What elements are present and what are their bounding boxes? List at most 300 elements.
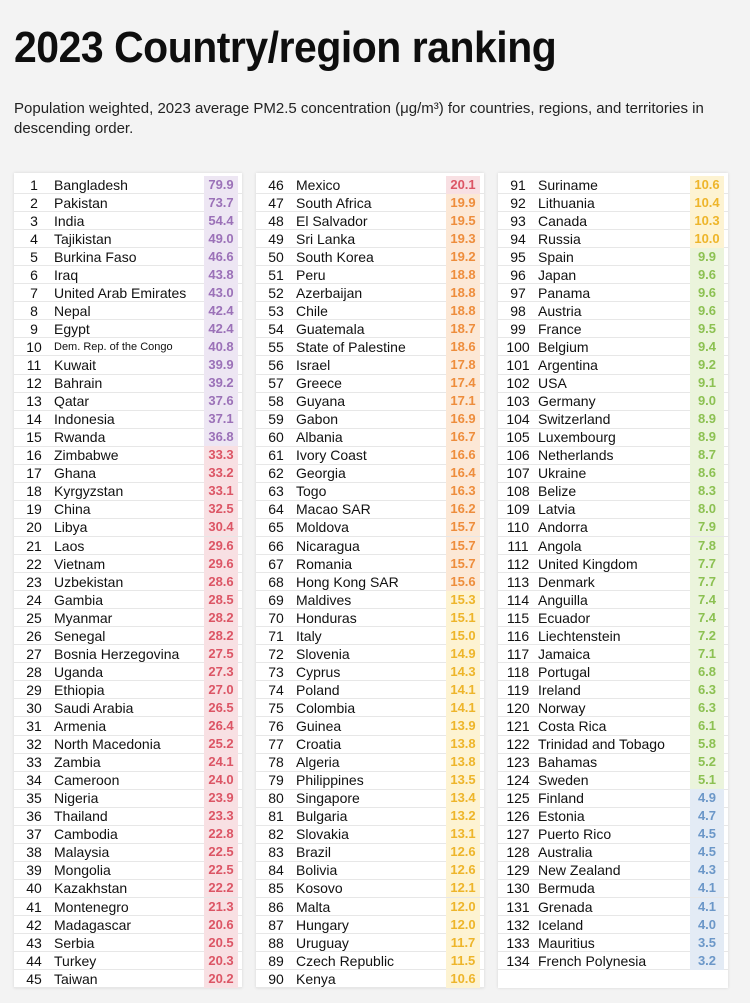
ranking-row	[14, 357, 242, 375]
country-name: Kosovo	[296, 880, 343, 897]
ranking-row	[14, 790, 242, 808]
ranking-row	[14, 248, 242, 266]
rank-number: 91	[510, 176, 526, 193]
country-name: Algeria	[296, 754, 340, 771]
pm25-value: 16.2	[446, 500, 480, 518]
ranking-row	[14, 808, 242, 826]
ranking-row	[498, 609, 728, 627]
country-name: USA	[538, 375, 567, 392]
pm25-value: 6.1	[690, 717, 724, 735]
country-name: Dem. Rep. of the Congo	[54, 340, 173, 353]
rank-number: 19	[26, 501, 42, 518]
ranking-row	[498, 537, 728, 555]
rank-number: 17	[26, 465, 42, 482]
pm25-value: 7.7	[690, 555, 724, 573]
country-name: Zimbabwe	[54, 447, 119, 464]
pm25-value: 9.6	[690, 266, 724, 284]
ranking-row	[14, 447, 242, 465]
pm25-value: 10.6	[446, 970, 480, 988]
rank-number: 97	[510, 284, 526, 301]
country-name: Mauritius	[538, 934, 595, 951]
pm25-value: 24.0	[204, 771, 238, 789]
ranking-row	[256, 826, 484, 844]
country-name: Bolivia	[296, 862, 338, 879]
country-name: Canada	[538, 212, 588, 229]
country-name: Myanmar	[54, 609, 113, 626]
ranking-row	[256, 754, 484, 772]
country-name: Maldives	[296, 591, 352, 608]
ranking-row	[498, 627, 728, 645]
pm25-value: 15.6	[446, 573, 480, 591]
country-name: Hungary	[296, 916, 349, 933]
pm25-value: 73.7	[204, 194, 238, 212]
ranking-row	[14, 284, 242, 302]
country-name: Mongolia	[54, 862, 111, 879]
rank-number: 130	[506, 880, 530, 897]
country-name: Costa Rica	[538, 718, 607, 734]
pm25-value: 13.8	[446, 735, 480, 753]
pm25-value: 23.3	[204, 807, 238, 825]
rank-number: 127	[506, 826, 530, 843]
ranking-row	[498, 844, 728, 862]
pm25-value: 20.2	[204, 970, 238, 988]
country-name: Macao SAR	[296, 501, 371, 518]
ranking-row	[256, 393, 484, 411]
ranking-row	[256, 519, 484, 537]
rank-number: 103	[506, 393, 530, 410]
ranking-row	[498, 645, 728, 663]
rank-number: 2	[30, 194, 38, 211]
rank-number: 7	[30, 284, 38, 301]
pm25-value: 13.4	[446, 789, 480, 807]
rank-number: 98	[510, 302, 526, 319]
country-name: Argentina	[538, 357, 598, 373]
pm25-value: 8.3	[690, 482, 724, 500]
ranking-row	[498, 934, 728, 952]
rank-number: 88	[268, 934, 284, 951]
country-name: Guinea	[296, 718, 342, 734]
pm25-value: 11.5	[446, 952, 480, 970]
ranking-row	[256, 537, 484, 555]
ranking-row	[256, 916, 484, 934]
pm25-value: 15.7	[446, 555, 480, 573]
country-name: Uzbekistan	[54, 573, 124, 590]
ranking-row	[498, 248, 728, 266]
pm25-value: 8.7	[690, 446, 724, 464]
pm25-value: 20.3	[204, 952, 238, 970]
rank-number: 120	[506, 699, 530, 716]
ranking-row	[14, 429, 242, 447]
rank-number: 5	[30, 248, 38, 265]
pm25-value: 21.3	[204, 898, 238, 916]
country-name: Bahamas	[538, 754, 598, 771]
country-name: Slovenia	[296, 645, 350, 662]
rank-number: 36	[26, 808, 42, 825]
page-subtitle: Population weighted, 2023 average PM2.5 concentration (μg/m³) for countries, regions, and territories in descending order.	[14, 100, 704, 137]
pm25-value: 22.5	[204, 843, 238, 861]
country-name: Nicaragua	[296, 537, 360, 554]
country-name: France	[538, 320, 582, 337]
country-name: Czech Republic	[296, 952, 395, 969]
country-name: Colombia	[296, 699, 356, 716]
country-name: Togo	[296, 483, 327, 500]
country-name: Turkey	[54, 952, 97, 969]
rank-number: 95	[510, 248, 526, 265]
pm25-value: 37.1	[204, 410, 238, 428]
rank-number: 28	[26, 663, 42, 680]
rank-number: 86	[268, 898, 284, 915]
ranking-row	[498, 302, 728, 320]
rank-number: 11	[26, 357, 42, 373]
ranking-row	[498, 483, 728, 501]
ranking-row	[14, 952, 242, 970]
ranking-row	[498, 573, 728, 591]
country-name: Cyprus	[296, 663, 341, 680]
rank-number: 99	[510, 320, 526, 337]
country-name: Russia	[538, 230, 581, 247]
pm25-value: 29.6	[204, 537, 238, 555]
rank-number: 16	[26, 447, 42, 464]
rank-number: 39	[26, 862, 42, 879]
pm25-value: 28.2	[204, 609, 238, 627]
pm25-value: 29.6	[204, 555, 238, 573]
ranking-column-3	[498, 173, 728, 988]
country-name: El Salvador	[296, 212, 368, 229]
ranking-row	[14, 591, 242, 609]
rank-number: 61	[268, 447, 284, 464]
pm25-value: 18.7	[446, 320, 480, 338]
rank-number: 1	[30, 176, 38, 193]
pm25-value: 12.0	[446, 916, 480, 934]
rank-number: 94	[510, 230, 526, 247]
ranking-row	[14, 302, 242, 320]
country-name: Andorra	[538, 519, 588, 536]
country-name: Chile	[296, 302, 328, 319]
pm25-value: 7.8	[690, 537, 724, 555]
pm25-value: 8.0	[690, 500, 724, 518]
country-name: Cambodia	[54, 826, 118, 843]
rank-number: 13	[26, 393, 42, 410]
country-name: Croatia	[296, 736, 342, 753]
ranking-row	[256, 808, 484, 826]
pm25-value: 28.2	[204, 627, 238, 645]
country-name: Greece	[296, 375, 342, 392]
ranking-row	[256, 357, 484, 375]
rank-number: 37	[26, 826, 42, 843]
pm25-value: 18.8	[446, 284, 480, 302]
ranking-column-1	[14, 173, 242, 988]
rank-number: 51	[268, 266, 284, 283]
ranking-row	[14, 465, 242, 483]
rank-number: 3	[30, 212, 38, 229]
pm25-value: 4.0	[690, 916, 724, 934]
country-name: Indonesia	[54, 411, 115, 428]
pm25-value: 4.1	[690, 879, 724, 897]
rank-number: 69	[268, 591, 284, 608]
rank-number: 73	[268, 663, 284, 680]
country-name: Israel	[296, 357, 331, 373]
rank-number: 114	[506, 591, 530, 608]
pm25-value: 46.6	[204, 248, 238, 266]
pm25-value: 10.0	[690, 230, 724, 248]
ranking-row	[498, 952, 728, 970]
rank-number: 38	[26, 844, 42, 861]
pm25-value: 16.6	[446, 446, 480, 464]
rank-number: 55	[268, 338, 284, 355]
pm25-value: 8.6	[690, 464, 724, 482]
rank-number: 10	[26, 338, 42, 355]
ranking-row	[498, 266, 728, 284]
country-name: Luxembourg	[538, 429, 616, 446]
ranking-row	[14, 772, 242, 790]
rank-number: 96	[510, 266, 526, 283]
country-name: Italy	[296, 627, 322, 644]
pm25-value: 79.9	[204, 176, 238, 194]
country-name: North Macedonia	[54, 736, 161, 753]
ranking-row	[14, 681, 242, 699]
ranking-row	[256, 501, 484, 519]
country-name: Georgia	[296, 465, 346, 482]
ranking-row	[14, 375, 242, 393]
country-name: Egypt	[54, 320, 90, 337]
country-name: Taiwan	[54, 970, 98, 987]
ranking-row	[14, 934, 242, 952]
ranking-row	[14, 411, 242, 429]
pm25-value: 39.9	[204, 356, 238, 374]
country-name: Libya	[54, 519, 88, 536]
country-name: Belize	[538, 483, 577, 500]
country-name: Ireland	[538, 681, 581, 698]
country-name: Anguilla	[538, 591, 588, 608]
rank-number: 15	[26, 429, 42, 446]
rank-number: 112	[506, 555, 530, 572]
country-name: Tajikistan	[54, 230, 112, 247]
country-name: Puerto Rico	[538, 826, 612, 843]
rank-number: 93	[510, 212, 526, 229]
rank-number: 60	[268, 429, 284, 446]
ranking-row	[498, 591, 728, 609]
pm25-value: 39.2	[204, 374, 238, 392]
ranking-row	[14, 699, 242, 717]
country-name: Latvia	[538, 501, 576, 518]
rank-number: 119	[506, 681, 530, 698]
ranking-row	[498, 284, 728, 302]
country-name: Hong Kong SAR	[296, 573, 399, 590]
pm25-value: 8.9	[690, 428, 724, 446]
country-name: Angola	[538, 537, 582, 554]
rank-number: 72	[268, 645, 284, 662]
pm25-value: 13.1	[446, 825, 480, 843]
ranking-row	[14, 519, 242, 537]
country-name: Azerbaijan	[296, 284, 363, 301]
rank-number: 67	[268, 555, 284, 572]
rank-number: 23	[26, 573, 42, 590]
ranking-row	[256, 375, 484, 393]
pm25-value: 8.9	[690, 410, 724, 428]
pm25-value: 10.4	[690, 194, 724, 212]
rank-number: 49	[268, 230, 284, 247]
rank-number: 113	[506, 573, 530, 590]
rank-number: 104	[506, 411, 530, 428]
pm25-value: 17.8	[446, 356, 480, 374]
pm25-value: 27.5	[204, 645, 238, 663]
pm25-value: 3.2	[690, 952, 724, 970]
country-name: Kyrgyzstan	[54, 483, 124, 500]
ranking-row	[498, 916, 728, 934]
ranking-row	[256, 411, 484, 429]
rank-number: 52	[268, 284, 284, 301]
country-name: China	[54, 501, 91, 518]
country-name: New Zealand	[538, 862, 621, 879]
ranking-row	[14, 194, 242, 212]
rank-number: 122	[506, 736, 530, 753]
country-name: Laos	[54, 537, 85, 554]
pm25-value: 30.4	[204, 518, 238, 536]
ranking-row	[498, 519, 728, 537]
ranking-row	[498, 808, 728, 826]
pm25-value: 12.1	[446, 879, 480, 897]
pm25-value: 40.8	[204, 338, 238, 356]
pm25-value: 18.8	[446, 302, 480, 320]
country-name: Grenada	[538, 898, 593, 915]
rank-number: 134	[506, 952, 530, 969]
rank-number: 56	[268, 357, 284, 373]
rank-number: 81	[268, 808, 284, 825]
rank-number: 101	[506, 357, 530, 373]
ranking-row	[498, 790, 728, 808]
rank-number: 29	[26, 681, 42, 698]
ranking-row	[256, 429, 484, 447]
rank-number: 20	[26, 519, 42, 536]
ranking-row	[14, 555, 242, 573]
pm25-value: 26.4	[204, 717, 238, 735]
country-name: Uganda	[54, 663, 104, 680]
country-name: Norway	[538, 699, 586, 716]
ranking-row	[14, 826, 242, 844]
pm25-value: 9.2	[690, 356, 724, 374]
ranking-row	[256, 952, 484, 970]
ranking-row	[256, 284, 484, 302]
ranking-row	[14, 230, 242, 248]
rank-number: 42	[26, 916, 42, 933]
ranking-row	[256, 465, 484, 483]
pm25-value: 16.4	[446, 464, 480, 482]
rank-number: 6	[30, 266, 38, 283]
ranking-row	[14, 501, 242, 519]
pm25-value: 5.2	[690, 753, 724, 771]
ranking-row	[498, 338, 728, 356]
pm25-value: 13.5	[446, 771, 480, 789]
country-name: Nepal	[54, 302, 91, 319]
ranking-row	[256, 573, 484, 591]
ranking-row	[256, 645, 484, 663]
rank-number: 41	[26, 898, 42, 915]
rank-number: 31	[26, 718, 42, 734]
country-name: Slovakia	[296, 826, 349, 843]
country-name: Malta	[296, 898, 331, 915]
ranking-row	[256, 176, 484, 194]
country-name: Kenya	[296, 970, 336, 987]
rank-number: 128	[506, 844, 530, 861]
ranking-row	[498, 194, 728, 212]
rank-number: 100	[506, 338, 530, 355]
rank-number: 40	[26, 880, 42, 897]
ranking-row	[14, 736, 242, 754]
country-name: Rwanda	[54, 429, 106, 446]
pm25-value: 32.5	[204, 500, 238, 518]
pm25-value: 43.8	[204, 266, 238, 284]
rank-number: 44	[26, 952, 42, 969]
rank-number: 32	[26, 736, 42, 753]
country-name: Mexico	[296, 176, 341, 193]
ranking-row	[256, 718, 484, 736]
ranking-row	[498, 465, 728, 483]
country-name: Saudi Arabia	[54, 699, 134, 716]
country-name: United Arab Emirates	[54, 284, 187, 301]
country-name: Ukraine	[538, 465, 587, 482]
pm25-value: 33.3	[204, 446, 238, 464]
rank-number: 115	[506, 609, 530, 626]
ranking-row	[498, 501, 728, 519]
country-name: French Polynesia	[538, 952, 647, 969]
pm25-value: 54.4	[204, 212, 238, 230]
pm25-value: 17.4	[446, 374, 480, 392]
ranking-row	[498, 898, 728, 916]
ranking-row	[498, 320, 728, 338]
ranking-row	[14, 844, 242, 862]
ranking-row	[256, 790, 484, 808]
country-name: Burkina Faso	[54, 248, 137, 265]
country-name: Ethiopia	[54, 681, 105, 698]
rank-number: 62	[268, 465, 284, 482]
rank-number: 68	[268, 573, 284, 590]
country-name: Philippines	[296, 772, 364, 789]
pm25-value: 36.8	[204, 428, 238, 446]
pm25-value: 6.3	[690, 681, 724, 699]
ranking-row	[498, 754, 728, 772]
pm25-value: 5.1	[690, 771, 724, 789]
ranking-row	[256, 663, 484, 681]
pm25-value: 13.9	[446, 717, 480, 735]
pm25-value: 3.5	[690, 934, 724, 952]
ranking-row	[498, 357, 728, 375]
ranking-row	[256, 609, 484, 627]
rank-number: 76	[268, 718, 284, 734]
country-name: Netherlands	[538, 447, 614, 464]
pm25-value: 9.6	[690, 302, 724, 320]
pm25-value: 7.4	[690, 609, 724, 627]
pm25-value: 7.1	[690, 645, 724, 663]
country-name: Jamaica	[538, 645, 591, 662]
ranking-row	[498, 411, 728, 429]
pm25-value: 28.6	[204, 573, 238, 591]
pm25-value: 37.6	[204, 392, 238, 410]
country-name: Cameroon	[54, 772, 120, 789]
ranking-row	[498, 718, 728, 736]
ranking-row	[14, 537, 242, 555]
pm25-value: 27.3	[204, 663, 238, 681]
ranking-row	[498, 230, 728, 248]
pm25-value: 6.8	[690, 663, 724, 681]
pm25-value: 27.0	[204, 681, 238, 699]
pm25-value: 12.0	[446, 898, 480, 916]
country-name: Japan	[538, 266, 577, 283]
country-name: Panama	[538, 284, 591, 301]
country-name: Finland	[538, 790, 584, 807]
rank-number: 109	[506, 501, 530, 518]
rank-number: 34	[26, 772, 42, 789]
ranking-row	[14, 898, 242, 916]
